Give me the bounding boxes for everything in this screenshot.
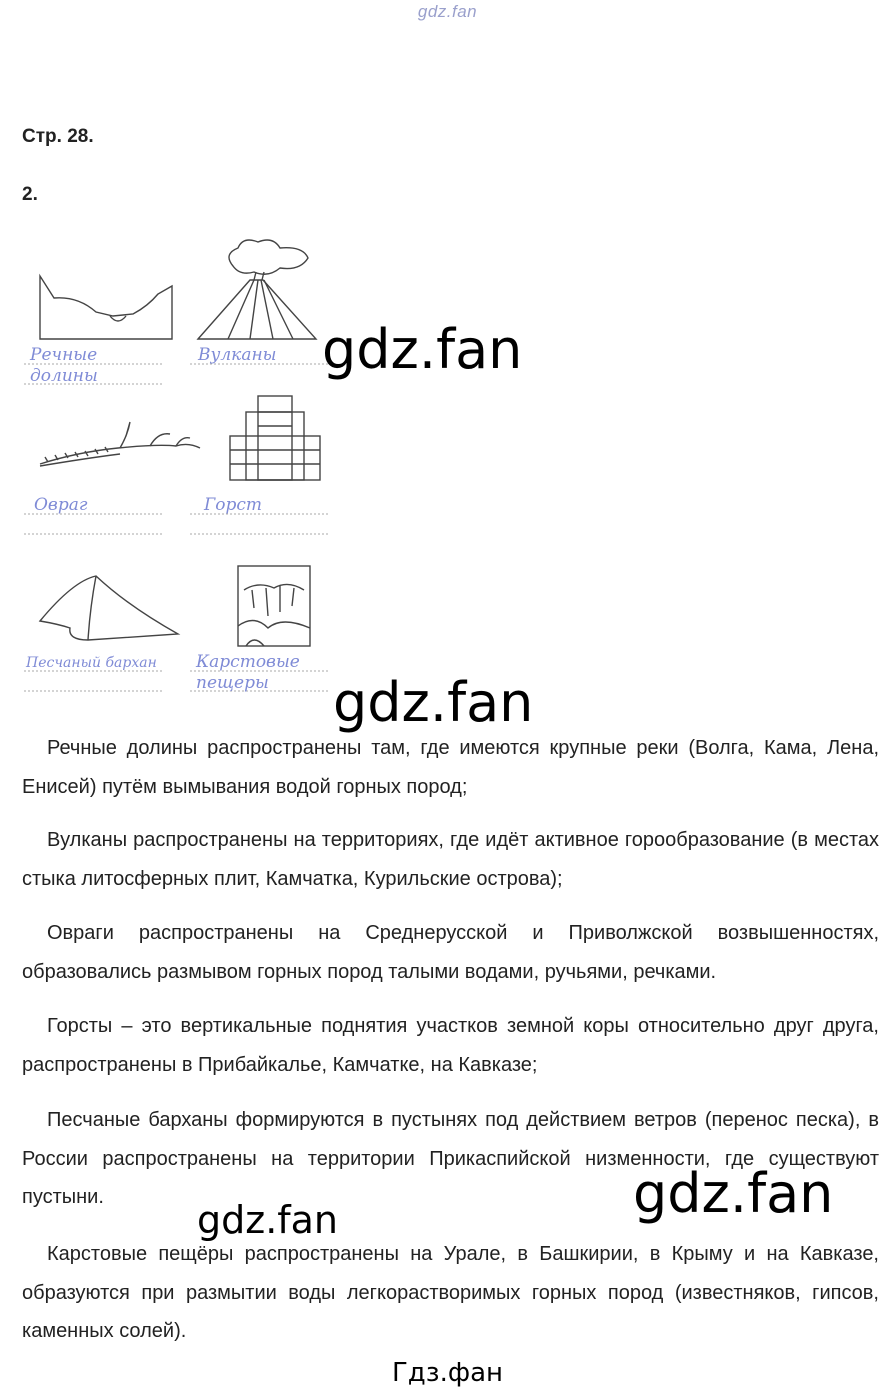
river-valley-drawing — [40, 276, 172, 339]
landforms-figure — [18, 236, 338, 706]
top-watermark: gdz.fan — [417, 2, 478, 21]
label-dune: Песчаный бархан — [26, 655, 157, 671]
paragraph-river-valleys: Речные долины распространены там, где имеются крупные реки (Волга, Кама, Лена, Енисей) путём вымывания водой горных пород; — [22, 737, 879, 798]
paragraph-ravines: Овраги распространены на Среднерусской и Приволжской возвышенностях, образовались размывом горных пород талыми водами, ручьями, речками. — [22, 922, 879, 983]
label-volcano: Вулканы — [198, 345, 277, 365]
dune-drawing — [40, 576, 178, 640]
paragraph-horsts: Горсты – это вертикальные поднятия участков земной коры относительно друг друга, распространены в Прибайкалье, Камчатке, на Кавказе; — [22, 1015, 879, 1076]
horst-drawing — [230, 396, 320, 480]
watermark: gdz.fan — [322, 318, 523, 381]
label-karst-cave-2: пещеры — [196, 673, 269, 693]
label-horst: Горст — [204, 495, 263, 515]
page-reference: Стр. 28. — [22, 126, 94, 147]
watermark: gdz.fan — [333, 671, 534, 734]
karst-cave-drawing — [238, 566, 310, 646]
watermark: gdz.fan — [633, 1162, 834, 1225]
paragraph-volcanoes: Вулканы распространены на территориях, где идёт активное горообразование (в местах стыка литосферных плит, Камчатка, Курильские острова); — [22, 829, 879, 890]
volcano-drawing — [198, 240, 316, 339]
ravine-drawing — [40, 422, 200, 466]
paragraph-karst-caves: Карстовые пещёры распространены на Урале, в Башкирии, в Крыму и на Кавказе, образуются при размытии воды легкорастворимых горных пород (известняков, гипсов, каменных солей). — [22, 1243, 879, 1342]
task-number: 2. — [22, 184, 38, 205]
watermark: gdz.fan — [197, 1198, 339, 1242]
label-ravine: Овраг — [34, 495, 88, 515]
label-river-valley-1: Речные — [30, 345, 98, 365]
label-river-valley-2: долины — [30, 366, 98, 386]
label-karst-cave-1: Карстовые — [196, 652, 300, 672]
paragraph-dunes: Песчаные барханы формируются в пустынях под действием ветров (перенос песка), в России распространены на территории Прикаспийской низменности, где существуют пустыни. — [22, 1109, 879, 1208]
footer-watermark: Гдз.фан — [391, 1358, 504, 1388]
